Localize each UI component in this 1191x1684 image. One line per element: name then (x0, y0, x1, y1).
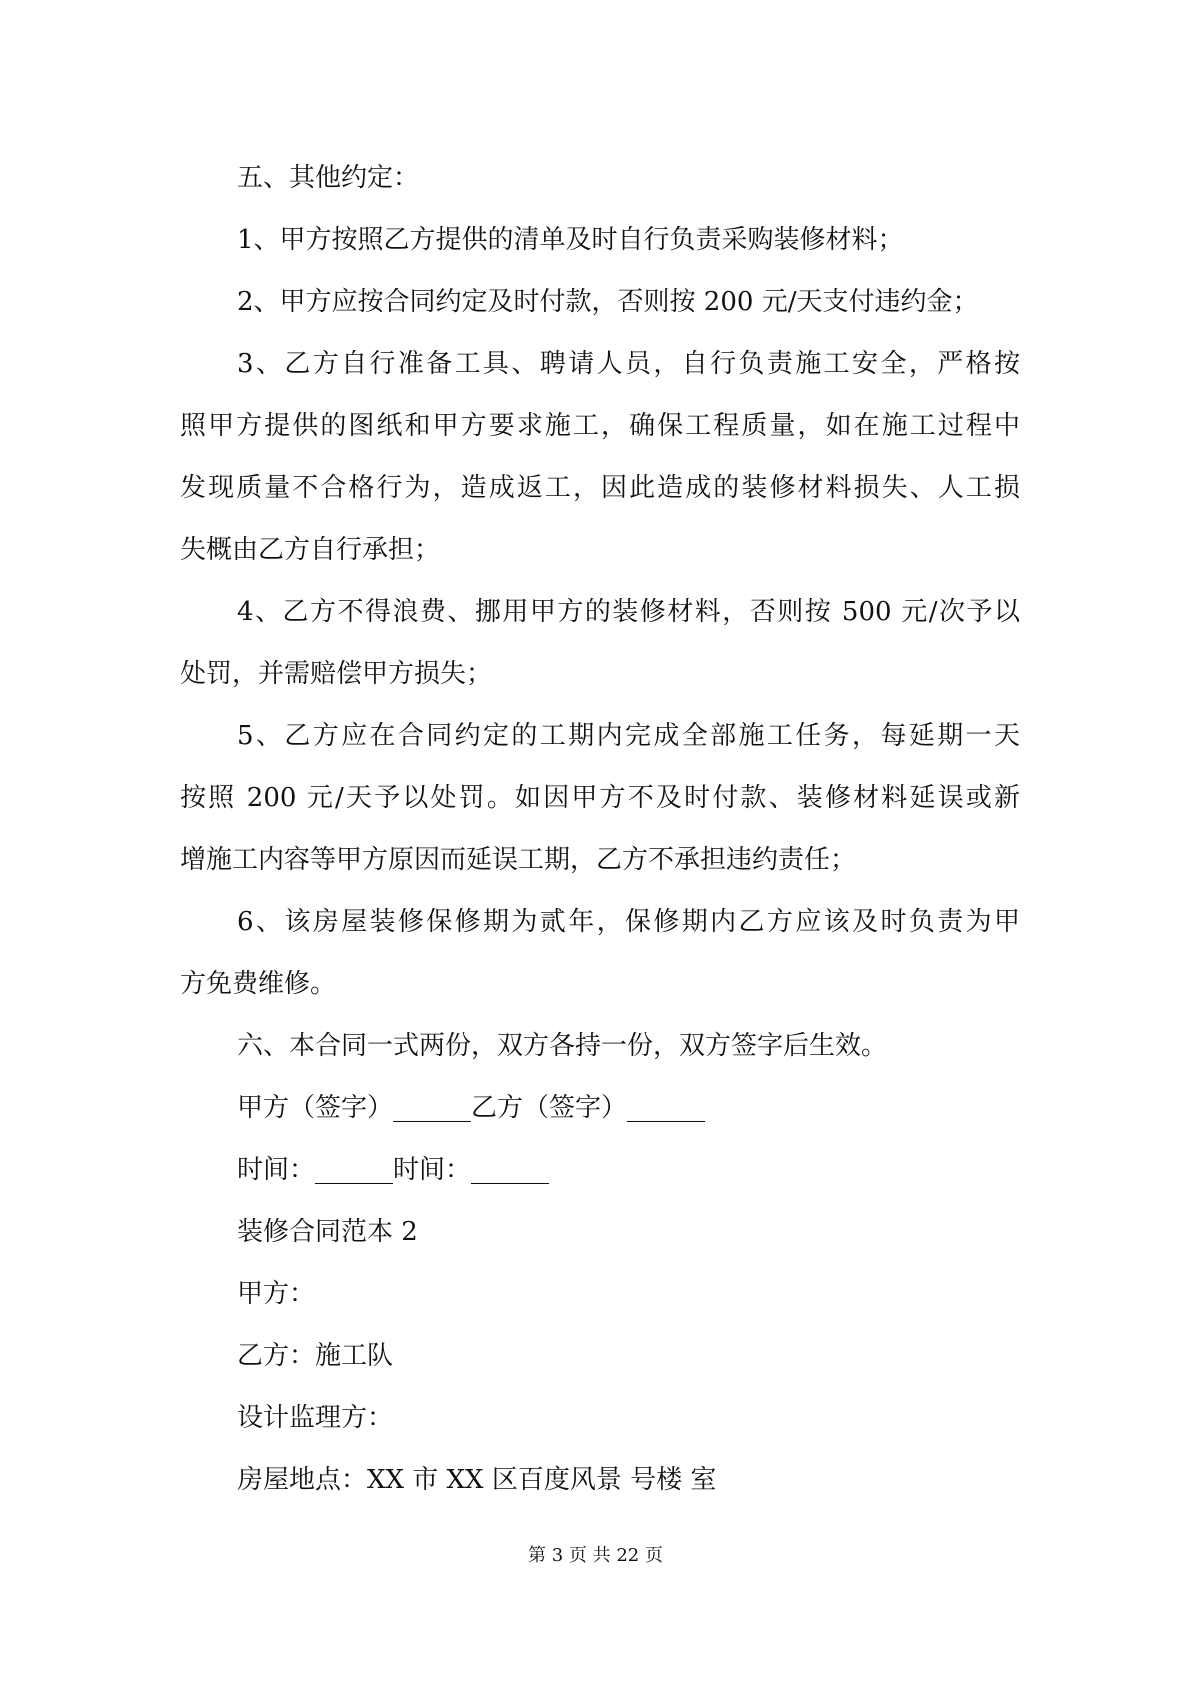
paragraph-p6 (180, 705, 1020, 891)
paragraph-p13 (180, 1325, 1020, 1387)
text-line: 处罚，并需赔偿甲方损失； (180, 659, 493, 689)
paragraph-p3 (180, 271, 1020, 333)
text-line: 六、本合同一式两份，双方各持一份，双方签字后生效。 (237, 1031, 888, 1061)
text-line: 发现质量不合格行为，造成返工，因此造成的装修材料损失、人工损 (180, 473, 1020, 503)
text-line: 失概由乙方自行承担； (180, 535, 441, 565)
text-line: 设计监理方： (237, 1403, 394, 1433)
text-line: 装修合同范本 2 (237, 1217, 418, 1247)
paragraph-p7 (180, 891, 1020, 1015)
paragraph-p8 (180, 1015, 1020, 1077)
text-line: 照甲方提供的图纸和甲方要求施工，确保工程质量，如在施工过程中 (180, 411, 1020, 441)
text-line: 1、甲方按照乙方提供的清单及时自行负责采购装修材料； (237, 225, 904, 255)
paragraph-p12 (180, 1263, 1020, 1325)
text-line: 乙方：施工队 (237, 1341, 394, 1371)
text-line: 2、甲方应按合同约定及时付款，否则按 200 元/天支付违约金； (237, 287, 979, 317)
paragraph-p10 (180, 1139, 1020, 1201)
text-line: 房屋地点：XX 市 XX 区百度风景 号楼 室 (237, 1465, 717, 1495)
paragraph-p11 (180, 1201, 1020, 1263)
text-line: 按照 200 元/天予以处罚。如因甲方不及时付款、装修材料延误或新 (180, 783, 1020, 813)
paragraph-p2 (180, 209, 1020, 271)
text-line: 甲方（签字）______乙方（签字）______ (237, 1093, 706, 1123)
text-line: 3、乙方自行准备工具、聘请人员，自行负责施工安全，严格按 (237, 349, 1020, 379)
text-line: 甲方： (237, 1279, 316, 1309)
paragraph-p5 (180, 581, 1020, 705)
paragraph-p14 (180, 1387, 1020, 1449)
text-line: 时间：______时间：______ (237, 1155, 550, 1185)
document-body (180, 147, 1020, 1511)
paragraph-p15 (180, 1449, 1020, 1511)
page-number-footer: 第 3 页 共 22 页 (528, 1545, 663, 1566)
text-line: 方免费维修。 (180, 969, 337, 999)
text-line: 6、该房屋装修保修期为贰年，保修期内乙方应该及时负责为甲 (237, 907, 1020, 937)
paragraph-p1 (180, 147, 1020, 209)
text-line: 五、其他约定： (237, 163, 420, 193)
paragraph-p9 (180, 1077, 1020, 1139)
text-line: 5、乙方应在合同约定的工期内完成全部施工任务，每延期一天 (237, 721, 1020, 751)
text-line: 4、乙方不得浪费、挪用甲方的装修材料，否则按 500 元/次予以 (237, 597, 1020, 627)
text-line: 增施工内容等甲方原因而延误工期，乙方不承担违约责任； (180, 845, 857, 875)
paragraph-p4 (180, 333, 1020, 581)
